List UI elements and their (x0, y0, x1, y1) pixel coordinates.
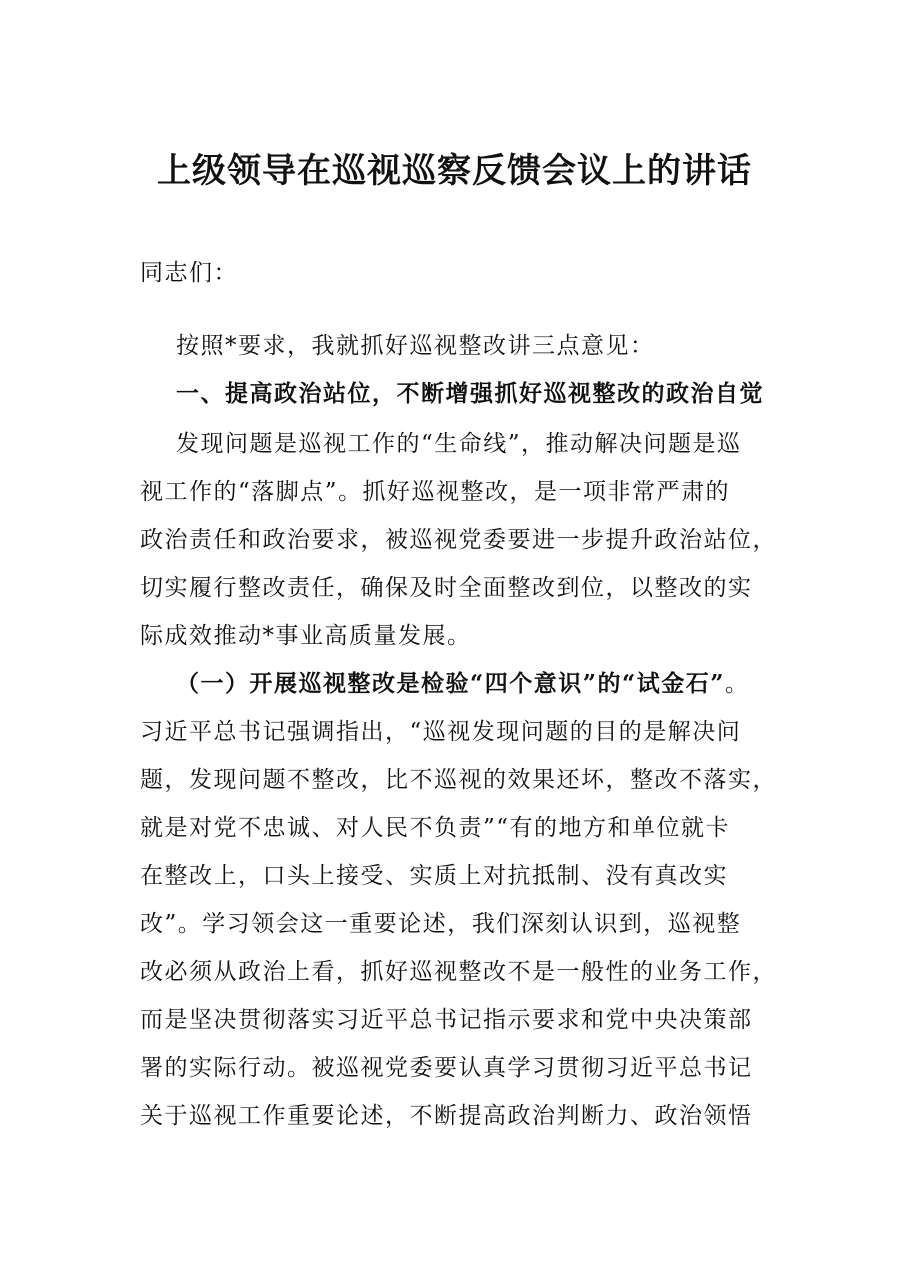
paragraph-1-line: 发现问题是巡视工作的“生命线”，推动解决问题是巡 (176, 431, 742, 457)
subheading-1 (176, 664, 749, 704)
paragraph-2-line: 在整改上，口头上接受、实质上对抗抵制、没有真改实 (140, 863, 728, 889)
document-title: 上级领导在巡视巡察反馈会议上的讲话 (157, 151, 752, 191)
paragraph-2-line: 就是对党不忠诚、对人民不负责”“有的地方和单位就卡 (140, 815, 731, 841)
paragraph-2-line: 改必须从政治上看，抓好巡视整改不是一般性的业务工作， (140, 959, 777, 985)
paragraph-2-line: 关于巡视工作重要论述，不断提高政治判断力、政治领悟 (140, 1103, 753, 1129)
paragraph-1-line: 政治责任和政治要求，被巡视党委要进一步提升政治站位， (140, 527, 777, 553)
paragraph-2-line: 而是坚决贯彻落实习近平总书记指示要求和党中央决策部 (140, 1007, 753, 1033)
paragraph-1-line: 际成效推动*事业高质量发展。 (140, 623, 472, 649)
salutation: 同志们： (140, 260, 238, 286)
subheading-1-punct: 。 (724, 671, 750, 697)
section-heading-1: 一、提高政治站位，不断增强抓好巡视整改的政治自觉 (176, 380, 764, 407)
paragraph-2-line: 改”。学习领会这一重要论述，我们深刻认识到，巡视整 (140, 911, 742, 937)
paragraph-2-line: 署的实际行动。被巡视党委要认真学习贯彻习近平总书记 (140, 1055, 753, 1081)
paragraph-2-line: 习近平总书记强调指出，“巡视发现问题的目的是解决问 (140, 719, 742, 745)
intro-paragraph: 按照*要求，我就抓好巡视整改讲三点意见： (176, 333, 655, 359)
subheading-1-text: （一）开展巡视整改是检验“四个意识”的“试金石” (176, 670, 725, 697)
paragraph-1-line: 切实履行整改责任，确保及时全面整改到位，以整改的实 (140, 575, 753, 601)
paragraph-1-line: 视工作的“落脚点”。抓好巡视整改，是一项非常严肃的 (140, 479, 731, 505)
paragraph-2-line: 题，发现问题不整改，比不巡视的效果还坏，整改不落实， (140, 767, 777, 793)
